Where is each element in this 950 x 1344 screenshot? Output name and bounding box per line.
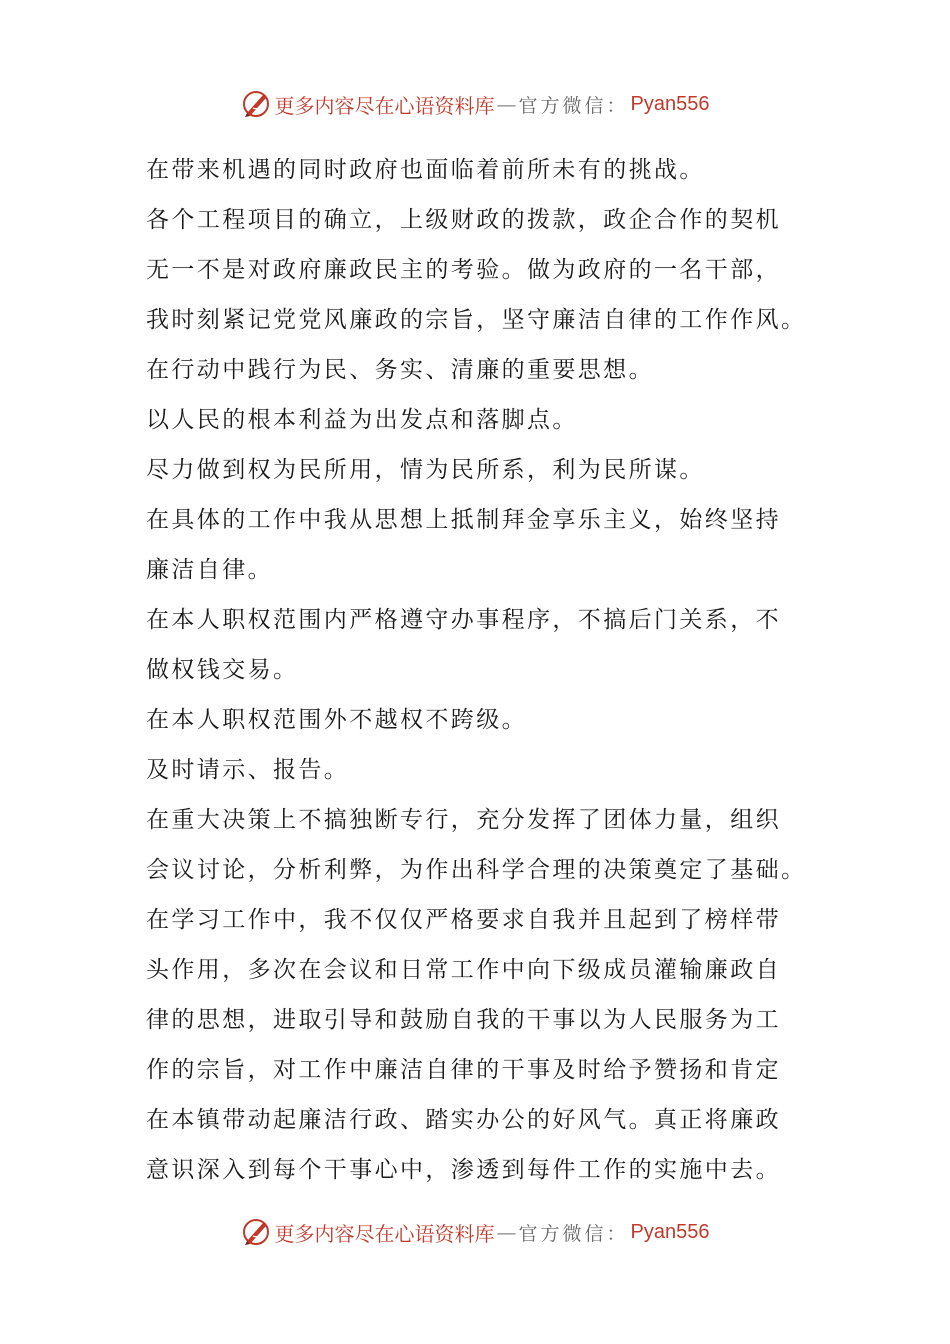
footer-separator: —	[496, 1220, 517, 1244]
body-line: 廉洁自律。	[146, 557, 273, 583]
body-line: 无一不是对政府廉政民主的考验。做为政府的一名干部，	[146, 257, 781, 283]
body-line: 在学习工作中，我不仅仅严格要求自我并且起到了榜样带	[146, 907, 781, 933]
body-line: 在本人职权范围内严格遵守办事程序，不搞后门关系，不	[146, 607, 781, 633]
header-banner	[0, 84, 950, 124]
pen-in-circle-icon	[241, 1217, 271, 1247]
body-line: 各个工程项目的确立，上级财政的拨款，政企合作的契机	[146, 207, 781, 233]
body-line: 在带来机遇的同时政府也面临着前所未有的挑战。	[146, 157, 705, 183]
footer-official-label: 官方微信：	[518, 1222, 629, 1245]
body-line: 会议讨论，分析利弊，为作出科学合理的决策奠定了基础。	[146, 857, 807, 883]
body-line: 作的宗旨，对工作中廉洁自律的干事及时给予赞扬和肯定	[146, 1057, 781, 1083]
body-line: 尽力做到权为民所用，情为民所系，利为民所谋。	[146, 457, 705, 483]
body-line: 在行动中践行为民、务实、清廉的重要思想。	[146, 357, 654, 383]
body-line: 在本人职权范围外不越权不跨级。	[146, 707, 527, 733]
body-line: 做权钱交易。	[146, 657, 299, 683]
pen-in-circle-icon	[241, 89, 271, 119]
footer-brand-text: 更多内容尽在心语资料库	[274, 1221, 495, 1246]
body-line: 在重大决策上不搞独断专行，充分发挥了团体力量，组织	[146, 807, 781, 833]
body-line: 以人民的根本利益为出发点和落脚点。	[146, 407, 578, 433]
body-line: 意识深入到每个干事心中，渗透到每件工作的实施中去。	[146, 1157, 781, 1183]
footer-banner	[0, 1212, 950, 1252]
body-line: 及时请示、报告。	[146, 757, 350, 783]
document-body	[146, 145, 808, 1195]
body-line: 律的思想，进取引导和鼓励自我的干事以为人民服务为工	[146, 1007, 781, 1033]
header-wechat-id: Pyan556	[630, 92, 710, 115]
body-line: 我时刻紧记党党风廉政的宗旨，坚守廉洁自律的工作作风。	[146, 307, 807, 333]
footer-wechat-id: Pyan556	[630, 1220, 710, 1243]
body-line: 在具体的工作中我从思想上抵制拜金享乐主义，始终坚持	[146, 507, 781, 533]
header-brand-text: 更多内容尽在心语资料库	[274, 93, 495, 118]
body-line: 在本镇带动起廉洁行政、踏实办公的好风气。真正将廉政	[146, 1107, 781, 1133]
body-line: 头作用，多次在会议和日常工作中向下级成员灌输廉政自	[146, 957, 781, 983]
header-official-label: 官方微信：	[518, 94, 629, 117]
header-separator: —	[496, 92, 517, 116]
